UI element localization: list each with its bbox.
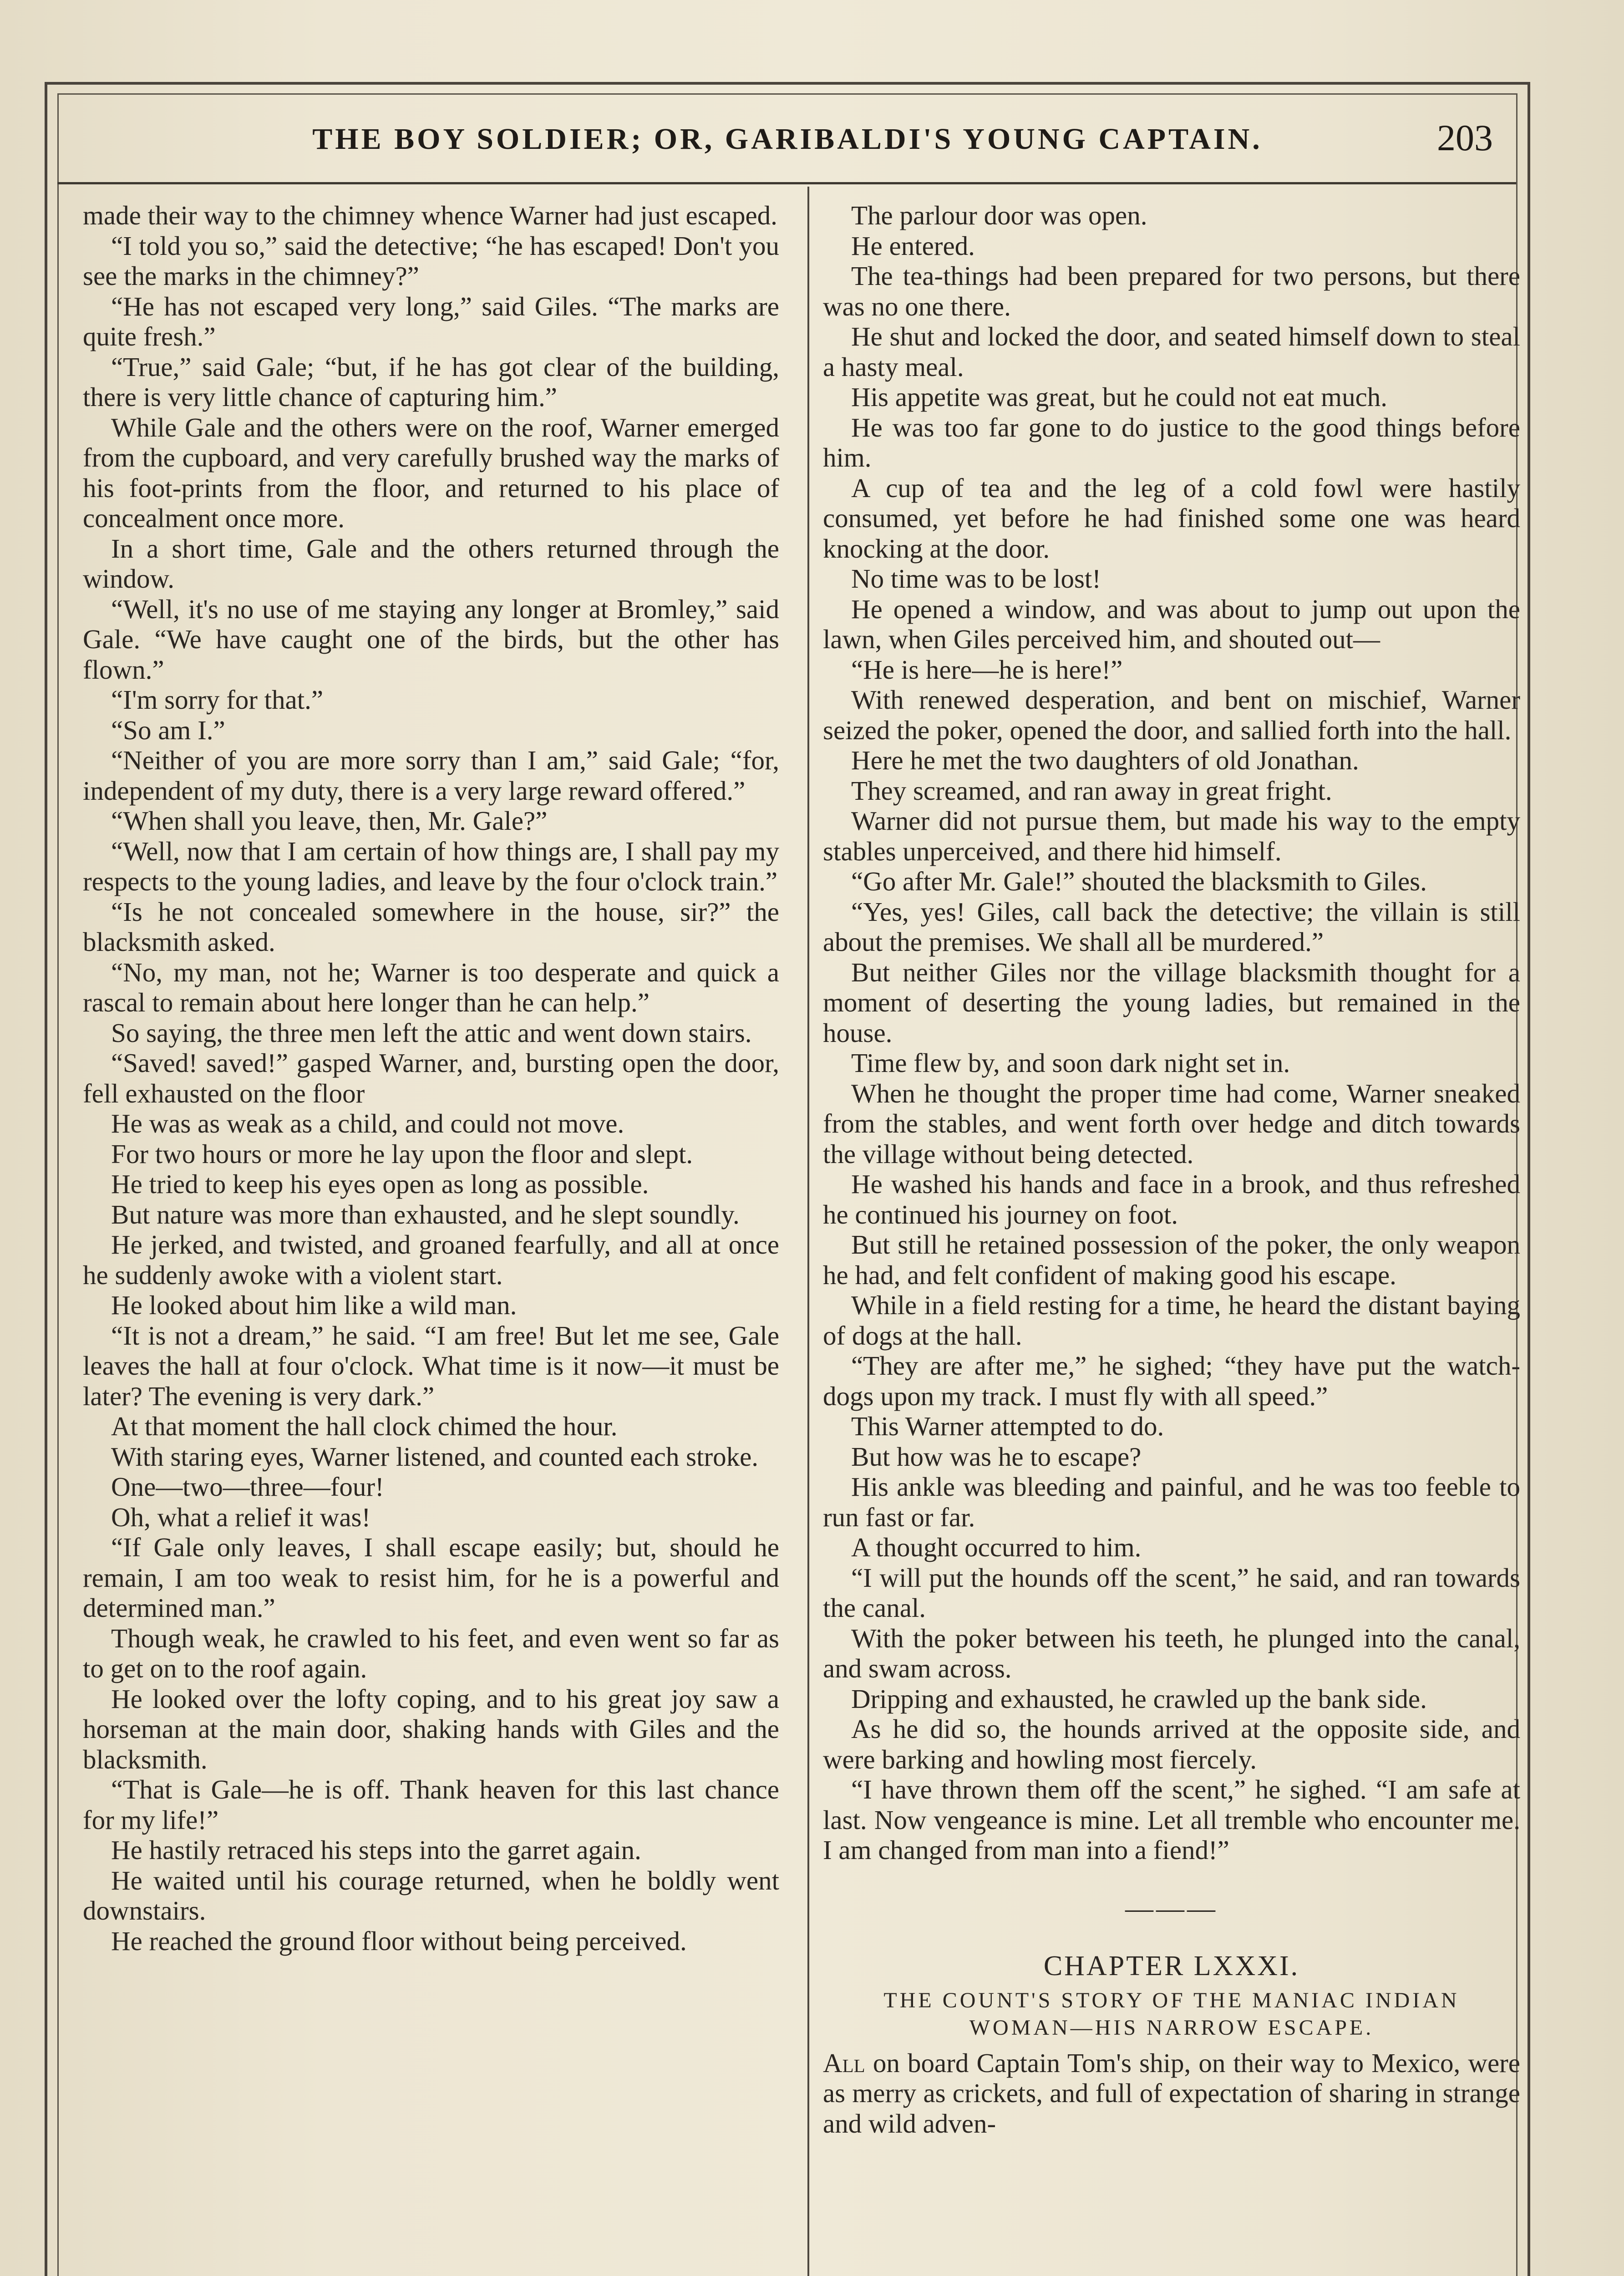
right-column-paragraph: “Go after Mr. Gale!” shouted the blacksmith to Giles. xyxy=(851,866,1427,896)
page-number: 203 xyxy=(1437,117,1493,158)
left-column-paragraph: “Saved! saved!” gasped Warner, and, bursting open the door, fell exhausted on the floor xyxy=(83,1048,779,1108)
left-column-paragraph: “Neither of you are more sorry than I am,” said Gale; “for, independent of my duty, there is a very large reward offered.” xyxy=(83,745,779,806)
right-column-paragraph: No time was to be lost! xyxy=(851,564,1101,594)
right-column-paragraph: Here he met the two daughters of old Jonathan. xyxy=(851,745,1359,775)
left-column-paragraph: “That is Gale—he is off. Thank heaven for this last chance for my life!” xyxy=(83,1774,779,1835)
left-column-paragraph: In a short time, Gale and the others returned through the window. xyxy=(83,533,779,594)
right-column-paragraph: “They are after me,” he sighed; “they have put the watch-dogs upon my track. I must fly with all speed.” xyxy=(823,1351,1520,1411)
running-title: THE BOY SOLDIER; OR, GARIBALDI'S YOUNG CAPTAIN. xyxy=(312,122,1263,156)
right-column-paragraph: “Yes, yes! Giles, call back the detective; the villain is still about the premises. We shall all be murdered.” xyxy=(823,896,1520,957)
left-column-paragraph: made their way to the chimney whence Warner had just escaped. xyxy=(83,200,777,230)
left-column-paragraph: “He has not escaped very long,” said Giles. “The marks are quite fresh.” xyxy=(83,291,779,351)
left-column-paragraph: “No, my man, not he; Warner is too desperate and quick a rascal to remain about here longer than he can help.” xyxy=(83,957,779,1017)
right-column-paragraph: With renewed desperation, and bent on mischief, Warner seized the poker, opened the door, and sallied forth into the hall. xyxy=(823,685,1520,745)
left-column-paragraph: “Well, it's no use of me staying any longer at Bromley,” said Gale. “We have caught one of the birds, but the other has flown.” xyxy=(83,594,779,685)
left-column-paragraph: He hastily retraced his steps into the garret again. xyxy=(111,1835,641,1865)
left-column-paragraph: “So am I.” xyxy=(111,715,225,745)
right-column-paragraph: But neither Giles nor the village blacksmith thought for a moment of deserting the young ladies, but remained in the house. xyxy=(823,957,1520,1048)
page-header xyxy=(64,114,1511,168)
header-rule xyxy=(57,182,1516,184)
right-column-paragraph: The parlour door was open. xyxy=(851,200,1147,230)
left-column-paragraph: “When shall you leave, then, Mr. Gale?” xyxy=(111,806,548,836)
right-column-paragraph: Dripping and exhausted, he crawled up the bank side. xyxy=(851,1683,1427,1714)
right-column-paragraph: “He is here—he is here!” xyxy=(851,654,1123,685)
left-column-paragraph: Though weak, he crawled to his feet, and even went so far as to get on to the roof again. xyxy=(83,1623,779,1683)
right-column-paragraph: When he thought the proper time had come, Warner sneaked from the stables, and went forth over hedge and ditch towards the village without being detected. xyxy=(823,1078,1520,1169)
right-column-paragraph: His ankle was bleeding and painful, and he was too feeble to run fast or far. xyxy=(823,1472,1520,1532)
left-column-paragraph: “I'm sorry for that.” xyxy=(111,685,324,715)
right-column-paragraph: He washed his hands and face in a brook, and thus refreshed he continued his journey on foot. xyxy=(823,1169,1520,1229)
left-column-paragraph: For two hours or more he lay upon the floor and slept. xyxy=(111,1138,693,1169)
section-separator: ——— xyxy=(1125,1893,1218,1924)
left-column-paragraph: At that moment the hall clock chimed the hour. xyxy=(111,1411,618,1441)
left-column-paragraph: “True,” said Gale; “but, if he has got clear of the building, there is very little chance of capturing him.” xyxy=(83,351,779,412)
right-column-paragraph: The tea-things had been prepared for two persons, but there was no one there. xyxy=(823,261,1520,321)
right-column-paragraph: But still he retained possession of the poker, the only weapon he had, and felt confident of making good his escape. xyxy=(823,1229,1520,1290)
right-column-paragraph: With the poker between his teeth, he plunged into the canal, and swam across. xyxy=(823,1623,1520,1683)
left-column-paragraph: While Gale and the others were on the roof, Warner emerged from the cupboard, and very carefully brushed way the marks of his foot-prints from the floor, and returned to his place of concealment once more. xyxy=(83,412,779,533)
left-column-paragraph: He tried to keep his eyes open as long as possible. xyxy=(111,1169,649,1199)
right-column-paragraph: A cup of tea and the leg of a cold fowl were hastily consumed, yet before he had finished some one was heard knocking at the door. xyxy=(823,472,1520,564)
left-column-paragraph: Oh, what a relief it was! xyxy=(111,1502,371,1532)
column-divider xyxy=(807,187,809,2276)
right-column-paragraph: This Warner attempted to do. xyxy=(851,1411,1164,1441)
left-column-paragraph: He looked over the lofty coping, and to his great joy saw a horseman at the main door, shaking hands with Giles and the blacksmith. xyxy=(83,1683,779,1774)
left-column-paragraph: But nature was more than exhausted, and he slept soundly. xyxy=(111,1199,740,1229)
right-column-paragraph: He shut and locked the door, and seated himself down to steal a hasty meal. xyxy=(823,321,1520,382)
left-column-paragraph: He was as weak as a child, and could not move. xyxy=(111,1108,624,1138)
left-column-paragraph: “Well, now that I am certain of how things are, I shall pay my respects to the young ladies, and leave by the four o'clock train.” xyxy=(83,836,779,896)
left-column-paragraph: He looked about him like a wild man. xyxy=(111,1290,517,1320)
left-column-paragraph: “I told you so,” said the detective; “he has escaped! Don't you see the marks in the chimney?” xyxy=(83,230,779,291)
right-column xyxy=(823,200,1520,2276)
chapter-opening-paragraph xyxy=(823,2048,1520,2139)
left-column-paragraph: With staring eyes, Warner listened, and counted each stroke. xyxy=(111,1441,759,1472)
left-column-paragraph: He jerked, and twisted, and groaned fearfully, and all at once he suddenly awoke with a violent start. xyxy=(83,1229,779,1290)
chapter-subtitle xyxy=(823,1987,1520,2042)
right-column-paragraph: But how was he to escape? xyxy=(851,1441,1142,1472)
right-column-paragraph: While in a field resting for a time, he heard the distant baying of dogs at the hall. xyxy=(823,1290,1520,1351)
left-column-paragraph: So saying, the three men left the attic and went down stairs. xyxy=(111,1017,752,1048)
right-column-paragraph: “I will put the hounds off the scent,” he said, and ran towards the canal. xyxy=(823,1562,1520,1623)
chapter-opening-word: All xyxy=(823,2047,865,2078)
right-column-paragraph: He was too far gone to do justice to the good things before him. xyxy=(823,412,1520,472)
right-column-paragraph: They screamed, and ran away in great fright. xyxy=(851,775,1332,806)
left-column-paragraph: He waited until his courage returned, when he boldly went downstairs. xyxy=(83,1865,779,1925)
right-column-paragraph: He entered. xyxy=(851,230,975,261)
chapter-subtitle-line-1: THE COUNT'S STORY OF THE MANIAC INDIAN xyxy=(883,1988,1460,2012)
chapter-heading: CHAPTER LXXXI. xyxy=(1043,1951,1300,1981)
right-column-paragraph: As he did so, the hounds arrived at the opposite side, and were barking and howling most fiercely. xyxy=(823,1714,1520,1774)
left-column-paragraph: “Is he not concealed somewhere in the house, sir?” the blacksmith asked. xyxy=(83,896,779,957)
right-column-paragraph: Warner did not pursue them, but made his way to the empty stables unperceived, and there hid himself. xyxy=(823,806,1520,866)
chapter-opening-text: on board Captain Tom's ship, on their way to Mexico, were as merry as crickets, and full of expectation of sharing in strange and wild adven- xyxy=(823,2047,1520,2139)
right-column-paragraph: He opened a window, and was about to jump out upon the lawn, when Giles perceived him, and shouted out— xyxy=(823,594,1520,654)
left-column-paragraph: He reached the ground floor without being perceived. xyxy=(111,1925,687,1956)
right-column-paragraph: Time flew by, and soon dark night set in. xyxy=(851,1048,1290,1078)
left-column-paragraph: One—two—three—four! xyxy=(111,1472,384,1502)
right-column-paragraph: A thought occurred to him. xyxy=(851,1532,1142,1562)
right-column-paragraph: “I have thrown them off the scent,” he sighed. “I am safe at last. Now vengeance is mine. Let all tremble who encounter me. I am changed from man into a fiend!” xyxy=(823,1774,1520,1865)
right-column-paragraph: His appetite was great, but he could not eat much. xyxy=(851,382,1388,412)
right-column-paragraphs xyxy=(823,200,1520,1865)
left-column-paragraph: “It is not a dream,” he said. “I am free! But let me see, Gale leaves the hall at four o'clock. What time is it now—it must be later? The evening is very dark.” xyxy=(83,1320,779,1411)
left-column-paragraph: “If Gale only leaves, I shall escape easily; but, should he remain, I am too weak to resist him, for he is a powerful and determined man.” xyxy=(83,1532,779,1623)
left-column xyxy=(83,200,779,2276)
chapter-subtitle-line-2: WOMAN—HIS NARROW ESCAPE. xyxy=(969,2015,1374,2040)
